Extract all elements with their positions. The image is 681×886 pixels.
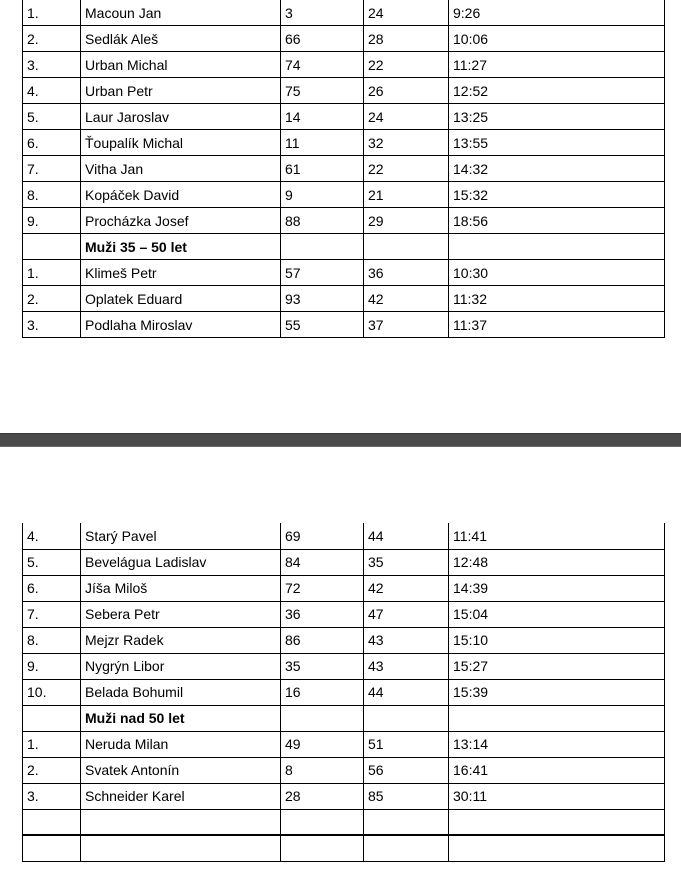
name-cell: Neruda Milan bbox=[81, 731, 281, 757]
rank-cell: 1. bbox=[23, 260, 81, 286]
age-cell: 44 bbox=[364, 679, 449, 705]
name-cell: Podlaha Miroslav bbox=[81, 312, 281, 338]
category-heading: Muži 35 – 50 let bbox=[81, 234, 281, 260]
rank-cell: 3. bbox=[23, 783, 81, 809]
rank-cell: 10. bbox=[23, 679, 81, 705]
age-cell bbox=[364, 809, 449, 835]
table-row bbox=[23, 78, 665, 104]
age-cell: 44 bbox=[364, 523, 449, 549]
time-cell bbox=[449, 234, 665, 260]
age-cell: 43 bbox=[364, 627, 449, 653]
age-cell: 43 bbox=[364, 653, 449, 679]
name-cell: Ťoupalík Michal bbox=[81, 130, 281, 156]
name-cell bbox=[81, 809, 281, 835]
number-cell: 14 bbox=[281, 104, 364, 130]
age-cell bbox=[364, 234, 449, 260]
name-cell: Jíša Miloš bbox=[81, 575, 281, 601]
empty-row bbox=[23, 835, 665, 861]
rank-cell: 1. bbox=[23, 731, 81, 757]
number-cell: 88 bbox=[281, 208, 364, 234]
table-row bbox=[23, 549, 665, 575]
name-cell: Nygrýn Libor bbox=[81, 653, 281, 679]
table-row bbox=[23, 208, 665, 234]
number-cell: 16 bbox=[281, 679, 364, 705]
rank-cell: 4. bbox=[23, 78, 81, 104]
rank-cell: 7. bbox=[23, 601, 81, 627]
name-cell bbox=[81, 835, 281, 861]
time-cell: 15:27 bbox=[449, 653, 665, 679]
results-table-page-1 bbox=[22, 0, 665, 338]
table-row bbox=[23, 757, 665, 783]
time-cell bbox=[449, 835, 665, 861]
results-table-body bbox=[23, 523, 665, 861]
name-cell: Svatek Antonín bbox=[81, 757, 281, 783]
table-row bbox=[23, 156, 665, 182]
number-cell: 61 bbox=[281, 156, 364, 182]
number-cell: 36 bbox=[281, 601, 364, 627]
number-cell: 75 bbox=[281, 78, 364, 104]
rank-cell: 9. bbox=[23, 208, 81, 234]
rank-cell: 8. bbox=[23, 182, 81, 208]
rank-cell bbox=[23, 705, 81, 731]
table-row bbox=[23, 130, 665, 156]
empty-row bbox=[23, 809, 665, 835]
rank-cell: 9. bbox=[23, 653, 81, 679]
rank-cell: 7. bbox=[23, 156, 81, 182]
rank-cell bbox=[23, 809, 81, 835]
age-cell bbox=[364, 705, 449, 731]
age-cell: 32 bbox=[364, 130, 449, 156]
table-row bbox=[23, 731, 665, 757]
table-row bbox=[23, 104, 665, 130]
name-cell: Klimeš Petr bbox=[81, 260, 281, 286]
number-cell: 84 bbox=[281, 549, 364, 575]
age-cell: 51 bbox=[364, 731, 449, 757]
name-cell: Starý Pavel bbox=[81, 523, 281, 549]
age-cell: 26 bbox=[364, 78, 449, 104]
category-row bbox=[23, 234, 665, 260]
number-cell: 69 bbox=[281, 523, 364, 549]
number-cell: 3 bbox=[281, 0, 364, 26]
number-cell: 55 bbox=[281, 312, 364, 338]
age-cell: 56 bbox=[364, 757, 449, 783]
age-cell: 35 bbox=[364, 549, 449, 575]
results-table-page-2 bbox=[22, 523, 665, 862]
table-row bbox=[23, 312, 665, 338]
age-cell: 36 bbox=[364, 260, 449, 286]
name-cell: Kopáček David bbox=[81, 182, 281, 208]
time-cell: 15:04 bbox=[449, 601, 665, 627]
time-cell: 15:32 bbox=[449, 182, 665, 208]
number-cell bbox=[281, 835, 364, 861]
time-cell: 30:11 bbox=[449, 783, 665, 809]
name-cell: Urban Michal bbox=[81, 52, 281, 78]
age-cell: 28 bbox=[364, 26, 449, 52]
rank-cell: 4. bbox=[23, 523, 81, 549]
rank-cell: 2. bbox=[23, 757, 81, 783]
time-cell: 13:14 bbox=[449, 731, 665, 757]
table-row bbox=[23, 0, 665, 26]
rank-cell: 6. bbox=[23, 575, 81, 601]
time-cell: 9:26 bbox=[449, 0, 665, 26]
time-cell: 16:41 bbox=[449, 757, 665, 783]
time-cell: 11:27 bbox=[449, 52, 665, 78]
number-cell bbox=[281, 234, 364, 260]
age-cell: 22 bbox=[364, 52, 449, 78]
time-cell: 13:25 bbox=[449, 104, 665, 130]
document-page-2 bbox=[0, 447, 681, 886]
time-cell: 15:39 bbox=[449, 679, 665, 705]
number-cell bbox=[281, 809, 364, 835]
age-cell: 42 bbox=[364, 575, 449, 601]
number-cell: 35 bbox=[281, 653, 364, 679]
age-cell: 85 bbox=[364, 783, 449, 809]
age-cell: 42 bbox=[364, 286, 449, 312]
table-row bbox=[23, 783, 665, 809]
rank-cell: 8. bbox=[23, 627, 81, 653]
time-cell bbox=[449, 809, 665, 835]
age-cell: 24 bbox=[364, 104, 449, 130]
rank-cell bbox=[23, 234, 81, 260]
number-cell: 86 bbox=[281, 627, 364, 653]
name-cell: Vitha Jan bbox=[81, 156, 281, 182]
time-cell bbox=[449, 705, 665, 731]
name-cell: Oplatek Eduard bbox=[81, 286, 281, 312]
rank-cell: 5. bbox=[23, 549, 81, 575]
age-cell: 47 bbox=[364, 601, 449, 627]
document-page-1 bbox=[0, 0, 681, 433]
number-cell: 66 bbox=[281, 26, 364, 52]
number-cell: 28 bbox=[281, 783, 364, 809]
name-cell: Laur Jaroslav bbox=[81, 104, 281, 130]
table-row bbox=[23, 523, 665, 549]
table-row bbox=[23, 679, 665, 705]
rank-cell: 1. bbox=[23, 0, 81, 26]
number-cell: 74 bbox=[281, 52, 364, 78]
age-cell: 24 bbox=[364, 0, 449, 26]
rank-cell: 2. bbox=[23, 286, 81, 312]
time-cell: 10:06 bbox=[449, 26, 665, 52]
number-cell bbox=[281, 705, 364, 731]
time-cell: 13:55 bbox=[449, 130, 665, 156]
name-cell: Sebera Petr bbox=[81, 601, 281, 627]
time-cell: 10:30 bbox=[449, 260, 665, 286]
name-cell: Sedlák Aleš bbox=[81, 26, 281, 52]
name-cell: Macoun Jan bbox=[81, 0, 281, 26]
table-row bbox=[23, 286, 665, 312]
table-row bbox=[23, 182, 665, 208]
number-cell: 49 bbox=[281, 731, 364, 757]
number-cell: 57 bbox=[281, 260, 364, 286]
name-cell: Schneider Karel bbox=[81, 783, 281, 809]
age-cell: 29 bbox=[364, 208, 449, 234]
table-row bbox=[23, 52, 665, 78]
time-cell: 18:56 bbox=[449, 208, 665, 234]
number-cell: 9 bbox=[281, 182, 364, 208]
page-separator bbox=[0, 433, 681, 447]
age-cell: 22 bbox=[364, 156, 449, 182]
table-row bbox=[23, 653, 665, 679]
results-table-body bbox=[23, 0, 665, 338]
time-cell: 12:52 bbox=[449, 78, 665, 104]
name-cell: Mejzr Radek bbox=[81, 627, 281, 653]
time-cell: 12:48 bbox=[449, 549, 665, 575]
time-cell: 11:37 bbox=[449, 312, 665, 338]
rank-cell bbox=[23, 835, 81, 861]
name-cell: Bevelágua Ladislav bbox=[81, 549, 281, 575]
table-row bbox=[23, 575, 665, 601]
rank-cell: 2. bbox=[23, 26, 81, 52]
rank-cell: 3. bbox=[23, 312, 81, 338]
time-cell: 14:32 bbox=[449, 156, 665, 182]
time-cell: 15:10 bbox=[449, 627, 665, 653]
table-row bbox=[23, 627, 665, 653]
rank-cell: 5. bbox=[23, 104, 81, 130]
number-cell: 8 bbox=[281, 757, 364, 783]
number-cell: 11 bbox=[281, 130, 364, 156]
number-cell: 93 bbox=[281, 286, 364, 312]
rank-cell: 3. bbox=[23, 52, 81, 78]
rank-cell: 6. bbox=[23, 130, 81, 156]
age-cell bbox=[364, 835, 449, 861]
number-cell: 72 bbox=[281, 575, 364, 601]
category-row bbox=[23, 705, 665, 731]
age-cell: 21 bbox=[364, 182, 449, 208]
name-cell: Procházka Josef bbox=[81, 208, 281, 234]
time-cell: 11:32 bbox=[449, 286, 665, 312]
name-cell: Belada Bohumil bbox=[81, 679, 281, 705]
table-row bbox=[23, 26, 665, 52]
name-cell: Urban Petr bbox=[81, 78, 281, 104]
table-row bbox=[23, 601, 665, 627]
time-cell: 11:41 bbox=[449, 523, 665, 549]
category-heading: Muži nad 50 let bbox=[81, 705, 281, 731]
table-row bbox=[23, 260, 665, 286]
age-cell: 37 bbox=[364, 312, 449, 338]
time-cell: 14:39 bbox=[449, 575, 665, 601]
